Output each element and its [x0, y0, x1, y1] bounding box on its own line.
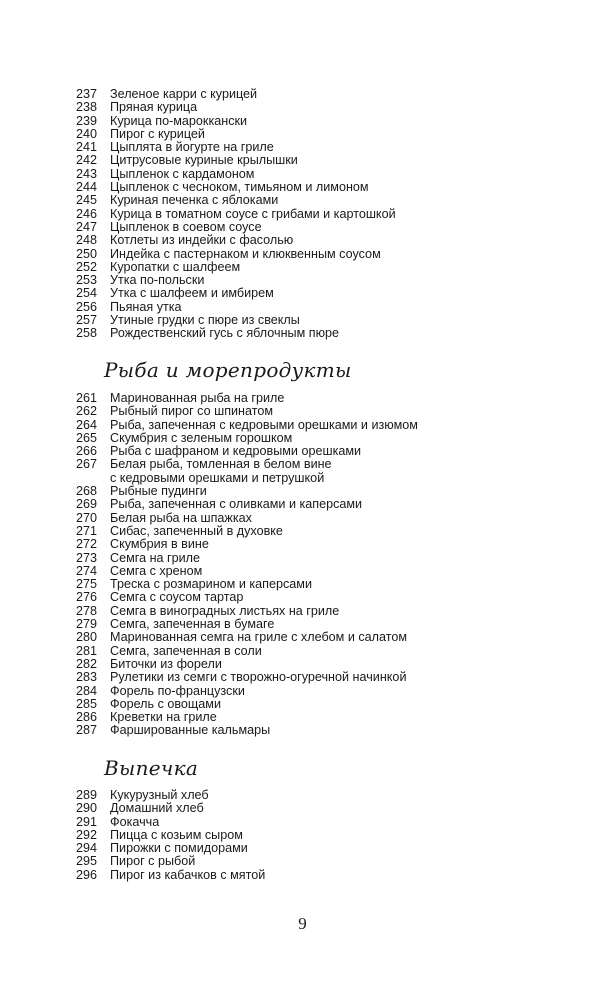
- toc-entry-page-number: 246: [76, 206, 98, 221]
- toc-entry: [76, 419, 556, 432]
- toc-entry-page-number: 285: [76, 696, 98, 711]
- toc-entry-page-number: 274: [76, 563, 98, 578]
- toc-entry: [76, 168, 556, 181]
- toc-entry-page-number: 279: [76, 617, 98, 632]
- toc-entry: [76, 565, 556, 578]
- toc-entry-title: Пряная курица: [110, 100, 198, 115]
- toc-entry-title: Семга в виноградных листьях на гриле: [110, 603, 340, 618]
- toc-entry-page-number: 250: [76, 246, 98, 261]
- toc-entry-page-number: 244: [76, 180, 98, 195]
- toc-entry-title: Цитрусовые куриные крылышки: [110, 153, 298, 168]
- toc-entry-page-number: [76, 472, 110, 485]
- toc-entry-page-number: 273: [76, 550, 98, 565]
- toc-entry-title: Куропатки с шалфеем: [110, 259, 241, 274]
- toc-entry: [76, 181, 556, 194]
- toc-entry-title: Котлеты из индейки с фасолью: [110, 233, 294, 248]
- toc-entry-title: Рулетики из семги с творожно-огуречной начинкой: [110, 670, 407, 685]
- toc-entry-title: Маринованная семга на гриле с хлебом и салатом: [110, 630, 408, 645]
- toc-entry-title: Фаршированные кальмары: [110, 723, 271, 738]
- toc-entry-page-number: 237: [76, 87, 98, 101]
- toc-entry-page-number: 238: [76, 100, 98, 115]
- toc-poultry-list: [76, 88, 556, 341]
- toc-entry-title: Зеленое карри с курицей: [110, 87, 258, 101]
- toc-entry-title: Биточки из форели: [110, 656, 222, 671]
- toc-entry-title: Домашний хлеб: [110, 801, 204, 816]
- toc-entry-title: Утка с шалфеем и имбирем: [110, 286, 274, 301]
- toc-entry: [76, 829, 556, 842]
- toc-entry-page-number: 295: [76, 854, 98, 869]
- toc-entry-page-number: 239: [76, 113, 98, 128]
- toc-entry-title: Рождественский гусь с яблочным пюре: [110, 326, 340, 341]
- toc-entry-title: Куриная печенка с яблоками: [110, 193, 279, 208]
- toc-entry-title: Маринованная рыба на гриле: [110, 391, 285, 405]
- toc-entry-page-number: 252: [76, 259, 98, 274]
- toc-entry-page-number: 296: [76, 867, 98, 882]
- toc-entry: [76, 538, 556, 551]
- toc-entry-title: Цыпленок с кардамоном: [110, 166, 255, 181]
- toc-entry-title: Утка по-польски: [110, 273, 205, 288]
- toc-entry: [76, 141, 556, 154]
- toc-entry-page-number: 283: [76, 670, 98, 685]
- toc-entry-title: Цыплята в йогурте на гриле: [110, 140, 274, 155]
- toc-entry-title: Цыпленок с чесноком, тимьяном и лимоном: [110, 180, 369, 195]
- toc-entry-page-number: 258: [76, 326, 98, 341]
- toc-entry: [76, 698, 556, 711]
- toc-entry-page-number: 261: [76, 391, 98, 405]
- section-heading-baking: Выпечка: [104, 756, 199, 780]
- toc-entry-title: Треска с розмарином и каперсами: [110, 577, 312, 592]
- toc-entry: [76, 605, 556, 618]
- toc-entry-page-number: 240: [76, 126, 98, 141]
- page-number: 9: [298, 914, 307, 933]
- toc-entry-title: Форель с овощами: [110, 696, 221, 711]
- toc-entry: [76, 234, 556, 247]
- toc-entry: [76, 314, 556, 327]
- toc-entry: [76, 472, 556, 485]
- toc-entry: [76, 208, 556, 221]
- toc-entry-page-number: 291: [76, 814, 98, 829]
- toc-entry: [76, 498, 556, 511]
- toc-entry: [76, 301, 556, 314]
- toc-entry: [76, 274, 556, 287]
- toc-entry-page-number: 253: [76, 273, 98, 288]
- toc-entry: [76, 154, 556, 167]
- toc-entry-page-number: 243: [76, 166, 98, 181]
- toc-entry-title: Кукурузный хлеб: [110, 788, 209, 802]
- toc-entry-title: Скумбрия с зеленым горошком: [110, 430, 293, 445]
- toc-entry-title: Курица в томатном соусе с грибами и картошкой: [110, 206, 396, 221]
- toc-entry: [76, 685, 556, 698]
- toc-entry: [76, 194, 556, 207]
- toc-entry-page-number: 268: [76, 484, 98, 499]
- toc-entry: [76, 88, 556, 101]
- toc-entry-title: Пирог из кабачков с мятой: [110, 867, 266, 882]
- toc-entry-title: Индейка с пастернаком и клюквенным соусом: [110, 246, 381, 261]
- toc-entry-page-number: 245: [76, 193, 98, 208]
- toc-entry-page-number: 276: [76, 590, 98, 605]
- toc-entry-title: Курица по-мароккански: [110, 113, 248, 128]
- toc-entry-title: Пирог с рыбой: [110, 854, 196, 869]
- toc-entry: [76, 855, 556, 868]
- toc-entry-title: Пицца с козьим сыром: [110, 827, 243, 842]
- toc-list: [76, 392, 556, 738]
- toc-entry-page-number: 286: [76, 710, 98, 725]
- toc-entry-page-number: 248: [76, 233, 98, 248]
- toc-entry: [76, 591, 556, 604]
- toc-entry: [76, 552, 556, 565]
- toc-entry: [76, 658, 556, 671]
- toc-baking-list: [76, 789, 556, 882]
- toc-entry-title: Белая рыба на шпажках: [110, 510, 252, 525]
- toc-entry: [76, 128, 556, 141]
- toc-entry-title: Семга с соусом тартар: [110, 590, 244, 605]
- toc-entry: [76, 578, 556, 591]
- toc-entry-page-number: 289: [76, 788, 98, 802]
- toc-entry: [76, 458, 556, 471]
- toc-entry: [76, 802, 556, 815]
- toc-entry-title: Пирог с курицей: [110, 126, 205, 141]
- toc-entry-page-number: 264: [76, 417, 98, 432]
- toc-entry: [76, 525, 556, 538]
- toc-entry-title: Рыба, запеченная с кедровыми орешками и изюмом: [110, 417, 418, 432]
- toc-entry-title: Пирожки с помидорами: [110, 841, 248, 856]
- toc-entry: [76, 405, 556, 418]
- toc-entry: [76, 432, 556, 445]
- toc-entry-title: с кедровыми орешками и петрушкой: [110, 470, 325, 485]
- toc-entry-page-number: 287: [76, 723, 98, 738]
- toc-entry-page-number: 256: [76, 299, 98, 314]
- toc-entry-title: Креветки на гриле: [110, 710, 217, 725]
- toc-entry-page-number: 272: [76, 537, 98, 552]
- toc-entry-page-number: 275: [76, 577, 98, 592]
- toc-entry-title: Семга, запеченная в соли: [110, 643, 262, 658]
- toc-entry-page-number: 269: [76, 497, 98, 512]
- toc-entry-title: Семга с хреном: [110, 563, 203, 578]
- toc-entry-page-number: 284: [76, 683, 98, 698]
- toc-entry-title: Скумбрия в вине: [110, 537, 209, 552]
- toc-entry-title: Форель по-французски: [110, 683, 245, 698]
- toc-entry-page-number: 280: [76, 630, 98, 645]
- toc-entry-title: Цыпленок в соевом соусе: [110, 219, 262, 234]
- toc-entry-title: Утиные грудки с пюре из свеклы: [110, 313, 300, 328]
- toc-entry-page-number: 262: [76, 404, 98, 419]
- toc-entry-title: Рыба с шафраном и кедровыми орешками: [110, 444, 362, 459]
- toc-entry: [76, 512, 556, 525]
- toc-entry-page-number: 278: [76, 603, 98, 618]
- toc-entry-page-number: 265: [76, 430, 98, 445]
- toc-entry: [76, 248, 556, 261]
- toc-entry-page-number: 254: [76, 286, 98, 301]
- toc-entry: [76, 842, 556, 855]
- toc-entry-page-number: 294: [76, 841, 98, 856]
- toc-entry: [76, 645, 556, 658]
- toc-entry-page-number: 270: [76, 510, 98, 525]
- toc-entry-page-number: 281: [76, 643, 98, 658]
- toc-entry-title: Рыбный пирог со шпинатом: [110, 404, 274, 419]
- toc-entry-page-number: 271: [76, 523, 98, 538]
- toc-list: [76, 789, 556, 882]
- toc-entry-title: Белая рыба, томленная в белом вине: [110, 457, 332, 472]
- toc-entry: [76, 816, 556, 829]
- toc-entry: [76, 327, 556, 340]
- toc-entry-page-number: 241: [76, 140, 98, 155]
- toc-entry-title: Рыба, запеченная с оливками и каперсами: [110, 497, 363, 512]
- section-heading-fish: Рыба и морепродукты: [104, 358, 352, 382]
- toc-entry-page-number: 247: [76, 219, 98, 234]
- toc-entry-page-number: 242: [76, 153, 98, 168]
- toc-entry: [76, 485, 556, 498]
- toc-entry: [76, 724, 556, 737]
- toc-entry-page-number: 282: [76, 656, 98, 671]
- toc-entry-title: Семга на гриле: [110, 550, 201, 565]
- toc-fish-list: [76, 392, 556, 738]
- toc-entry: [76, 711, 556, 724]
- toc-entry: [76, 392, 556, 405]
- toc-entry: [76, 261, 556, 274]
- toc-entry-title: Фокачча: [110, 814, 160, 829]
- toc-entry-title: Семга, запеченная в бумаге: [110, 617, 275, 632]
- toc-entry-title: Пьяная утка: [110, 299, 182, 314]
- toc-entry-page-number: 267: [76, 457, 98, 472]
- toc-entry: [76, 671, 556, 684]
- toc-entry: [76, 631, 556, 644]
- toc-entry-page-number: 257: [76, 313, 98, 328]
- toc-entry-title: Рыбные пудинги: [110, 484, 207, 499]
- toc-entry: [76, 101, 556, 114]
- toc-entry: [76, 618, 556, 631]
- toc-entry-page-number: 292: [76, 827, 98, 842]
- toc-entry: [76, 115, 556, 128]
- toc-list: [76, 88, 556, 341]
- toc-entry: [76, 789, 556, 802]
- toc-entry-page-number: 266: [76, 444, 98, 459]
- toc-entry: [76, 221, 556, 234]
- toc-entry: [76, 445, 556, 458]
- toc-entry: [76, 287, 556, 300]
- toc-entry: [76, 869, 556, 882]
- toc-entry-page-number: 290: [76, 801, 98, 816]
- toc-entry-title: Сибас, запеченный в духовке: [110, 523, 283, 538]
